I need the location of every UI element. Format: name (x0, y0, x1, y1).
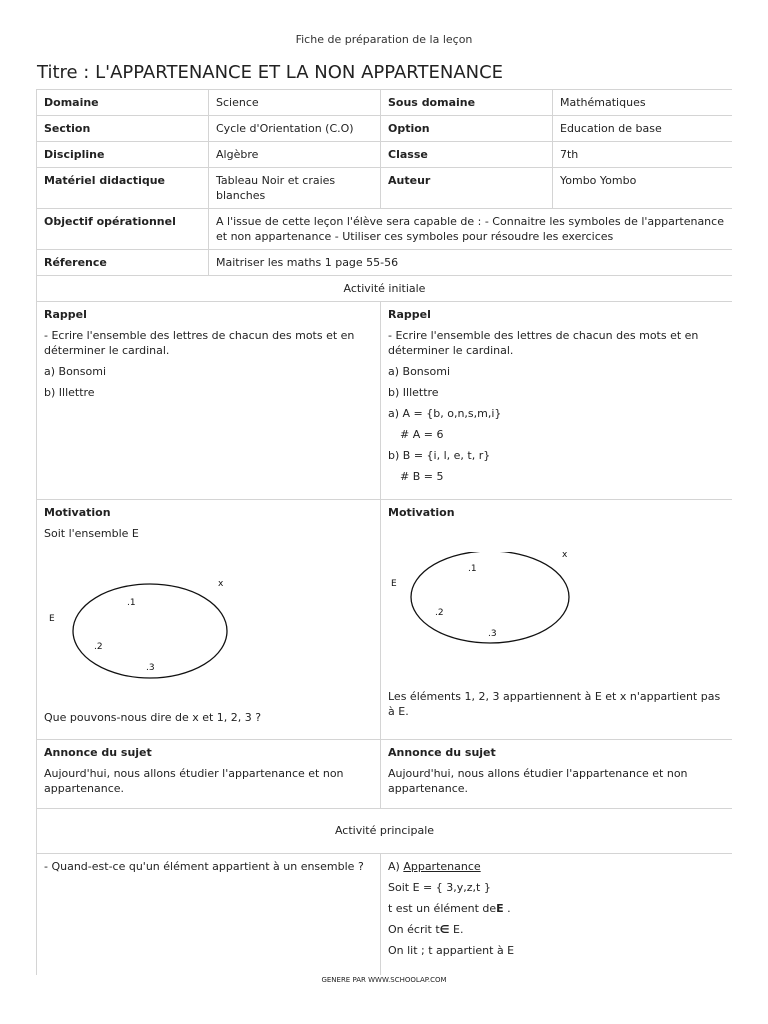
principale-line-3 (388, 922, 725, 937)
annonce-left-cell (37, 740, 381, 809)
annonce-right-cell (381, 740, 733, 809)
line2-end: . (503, 902, 511, 915)
element-3: .3 (488, 629, 497, 639)
rappel-right-item-b: b) Illettre (388, 386, 439, 399)
element-1: .1 (127, 598, 136, 608)
annonce-right-text: Aujourd'hui, nous allons étudier l'appartenance et non appartenance. (388, 767, 688, 795)
row-principale (37, 854, 733, 976)
venn-diagram-left (44, 579, 244, 679)
rappel-right-card-a: # A = 6 (400, 428, 444, 441)
row-rappel (37, 302, 733, 500)
section-title: Appartenance (403, 860, 481, 873)
annonce-right-title: Annonce du sujet (388, 746, 496, 759)
row-discipline (37, 142, 733, 168)
venn-diagram-right (388, 552, 588, 652)
motivation-left-question: Que pouvons-nous dire de x et 1, 2, 3 ? (44, 711, 262, 724)
rappel-right-item-a: a) Bonsomi (388, 365, 451, 378)
principale-line-4: On lit ; t appartient à E (388, 944, 515, 957)
row-motivation (37, 500, 733, 740)
domaine-value: Science (209, 90, 381, 116)
line2-bold: E (496, 902, 504, 915)
option-label: Option (381, 116, 553, 142)
page-header: Fiche de préparation de la leçon (295, 33, 473, 46)
classe-value: 7th (553, 142, 733, 168)
row-domaine (37, 90, 733, 116)
page-title: Titre : L'APPARTENANCE ET LA NON APPARTENANCE (37, 62, 504, 83)
motivation-right-answer: Les éléments 1, 2, 3 appartiennent à E et x n'appartient pas à E. (388, 690, 721, 718)
rappel-right-set-a: a) A = {b, o,n,s,m,i} (388, 407, 502, 420)
rappel-right-instruction: - Ecrire l'ensemble des lettres de chacun des mots et en déterminer le cardinal. (388, 329, 699, 357)
principale-left-cell (37, 854, 381, 976)
motivation-left-title: Motivation (44, 506, 111, 519)
objectif-value: A l'issue de cette leçon l'élève sera capable de : - Connaitre les symboles de l'appartenance et non appartenance - Utiliser ces symboles pour résoudre les exercices (209, 209, 733, 250)
reference-value: Maitriser les maths 1 page 55-56 (209, 250, 733, 276)
domaine-label: Domaine (37, 90, 209, 116)
classe-label: Classe (381, 142, 553, 168)
row-section (37, 116, 733, 142)
option-value: Education de base (553, 116, 733, 142)
section-value: Cycle d'Orientation (C.O) (209, 116, 381, 142)
row-activite-principale (37, 809, 733, 854)
auteur-value: Yombo Yombo (553, 168, 733, 209)
rappel-right-card-b: # B = 5 (400, 470, 444, 483)
row-reference (37, 250, 733, 276)
principale-section-heading (388, 859, 725, 874)
set-label-e: E (49, 614, 55, 624)
materiel-label: Matériel didactique (37, 168, 209, 209)
motivation-right-title: Motivation (388, 506, 455, 519)
line3-text: On écrit t (388, 923, 440, 936)
annonce-left-text: Aujourd'hui, nous allons étudier l'appartenance et non appartenance. (44, 767, 344, 795)
activite-initiale-heading: Activité initiale (37, 276, 733, 302)
rappel-left-item-b: b) Illettre (44, 386, 95, 399)
principale-line-2 (388, 901, 725, 916)
row-materiel (37, 168, 733, 209)
lesson-table-wrapper (36, 89, 732, 975)
element-2: .2 (435, 608, 444, 618)
rappel-left-item-a: a) Bonsomi (44, 365, 107, 378)
rappel-left-title: Rappel (44, 308, 87, 321)
rappel-right-cell (381, 302, 733, 500)
outside-element-x: x (562, 552, 568, 560)
outside-element-x: x (218, 579, 224, 589)
principale-line-1: Soit E = { 3,y,z,t } (388, 881, 491, 894)
element-of-symbol: ∈ (439, 923, 450, 936)
element-3: .3 (146, 663, 155, 673)
section-label: Section (37, 116, 209, 142)
activite-principale-heading: Activité principale (37, 809, 733, 854)
lesson-table (36, 89, 732, 975)
rappel-right-set-b: b) B = {i, l, e, t, r} (388, 449, 491, 462)
line2-text: t est un élément de (388, 902, 497, 915)
element-2: .2 (94, 642, 103, 652)
materiel-value: Tableau Noir et craies blanches (209, 168, 381, 209)
discipline-label: Discipline (37, 142, 209, 168)
reference-label: Réference (37, 250, 209, 276)
section-prefix: A) (388, 860, 404, 873)
annonce-left-title: Annonce du sujet (44, 746, 152, 759)
sous-domaine-label: Sous domaine (381, 90, 553, 116)
set-label-e: E (391, 579, 397, 589)
rappel-left-instruction: - Ecrire l'ensemble des lettres de chacun des mots et en déterminer le cardinal. (44, 329, 355, 357)
element-1: .1 (468, 564, 477, 574)
row-activite-initiale (37, 276, 733, 302)
principale-right-cell (381, 854, 733, 976)
page-footer: GENERE PAR WWW.SCHOOLAP.COM (321, 976, 447, 984)
row-objectif (37, 209, 733, 250)
objectif-label: Objectif opérationnel (37, 209, 209, 250)
rappel-right-title: Rappel (388, 308, 431, 321)
auteur-label: Auteur (381, 168, 553, 209)
sous-domaine-value: Mathématiques (553, 90, 733, 116)
row-annonce (37, 740, 733, 809)
rappel-left-cell (37, 302, 381, 500)
motivation-left-intro: Soit l'ensemble E (44, 527, 139, 540)
principale-question: - Quand-est-ce qu'un élément appartient à un ensemble ? (44, 860, 364, 873)
motivation-right-cell (381, 500, 733, 740)
line3-end: E. (449, 923, 464, 936)
discipline-value: Algèbre (209, 142, 381, 168)
motivation-left-cell (37, 500, 381, 740)
